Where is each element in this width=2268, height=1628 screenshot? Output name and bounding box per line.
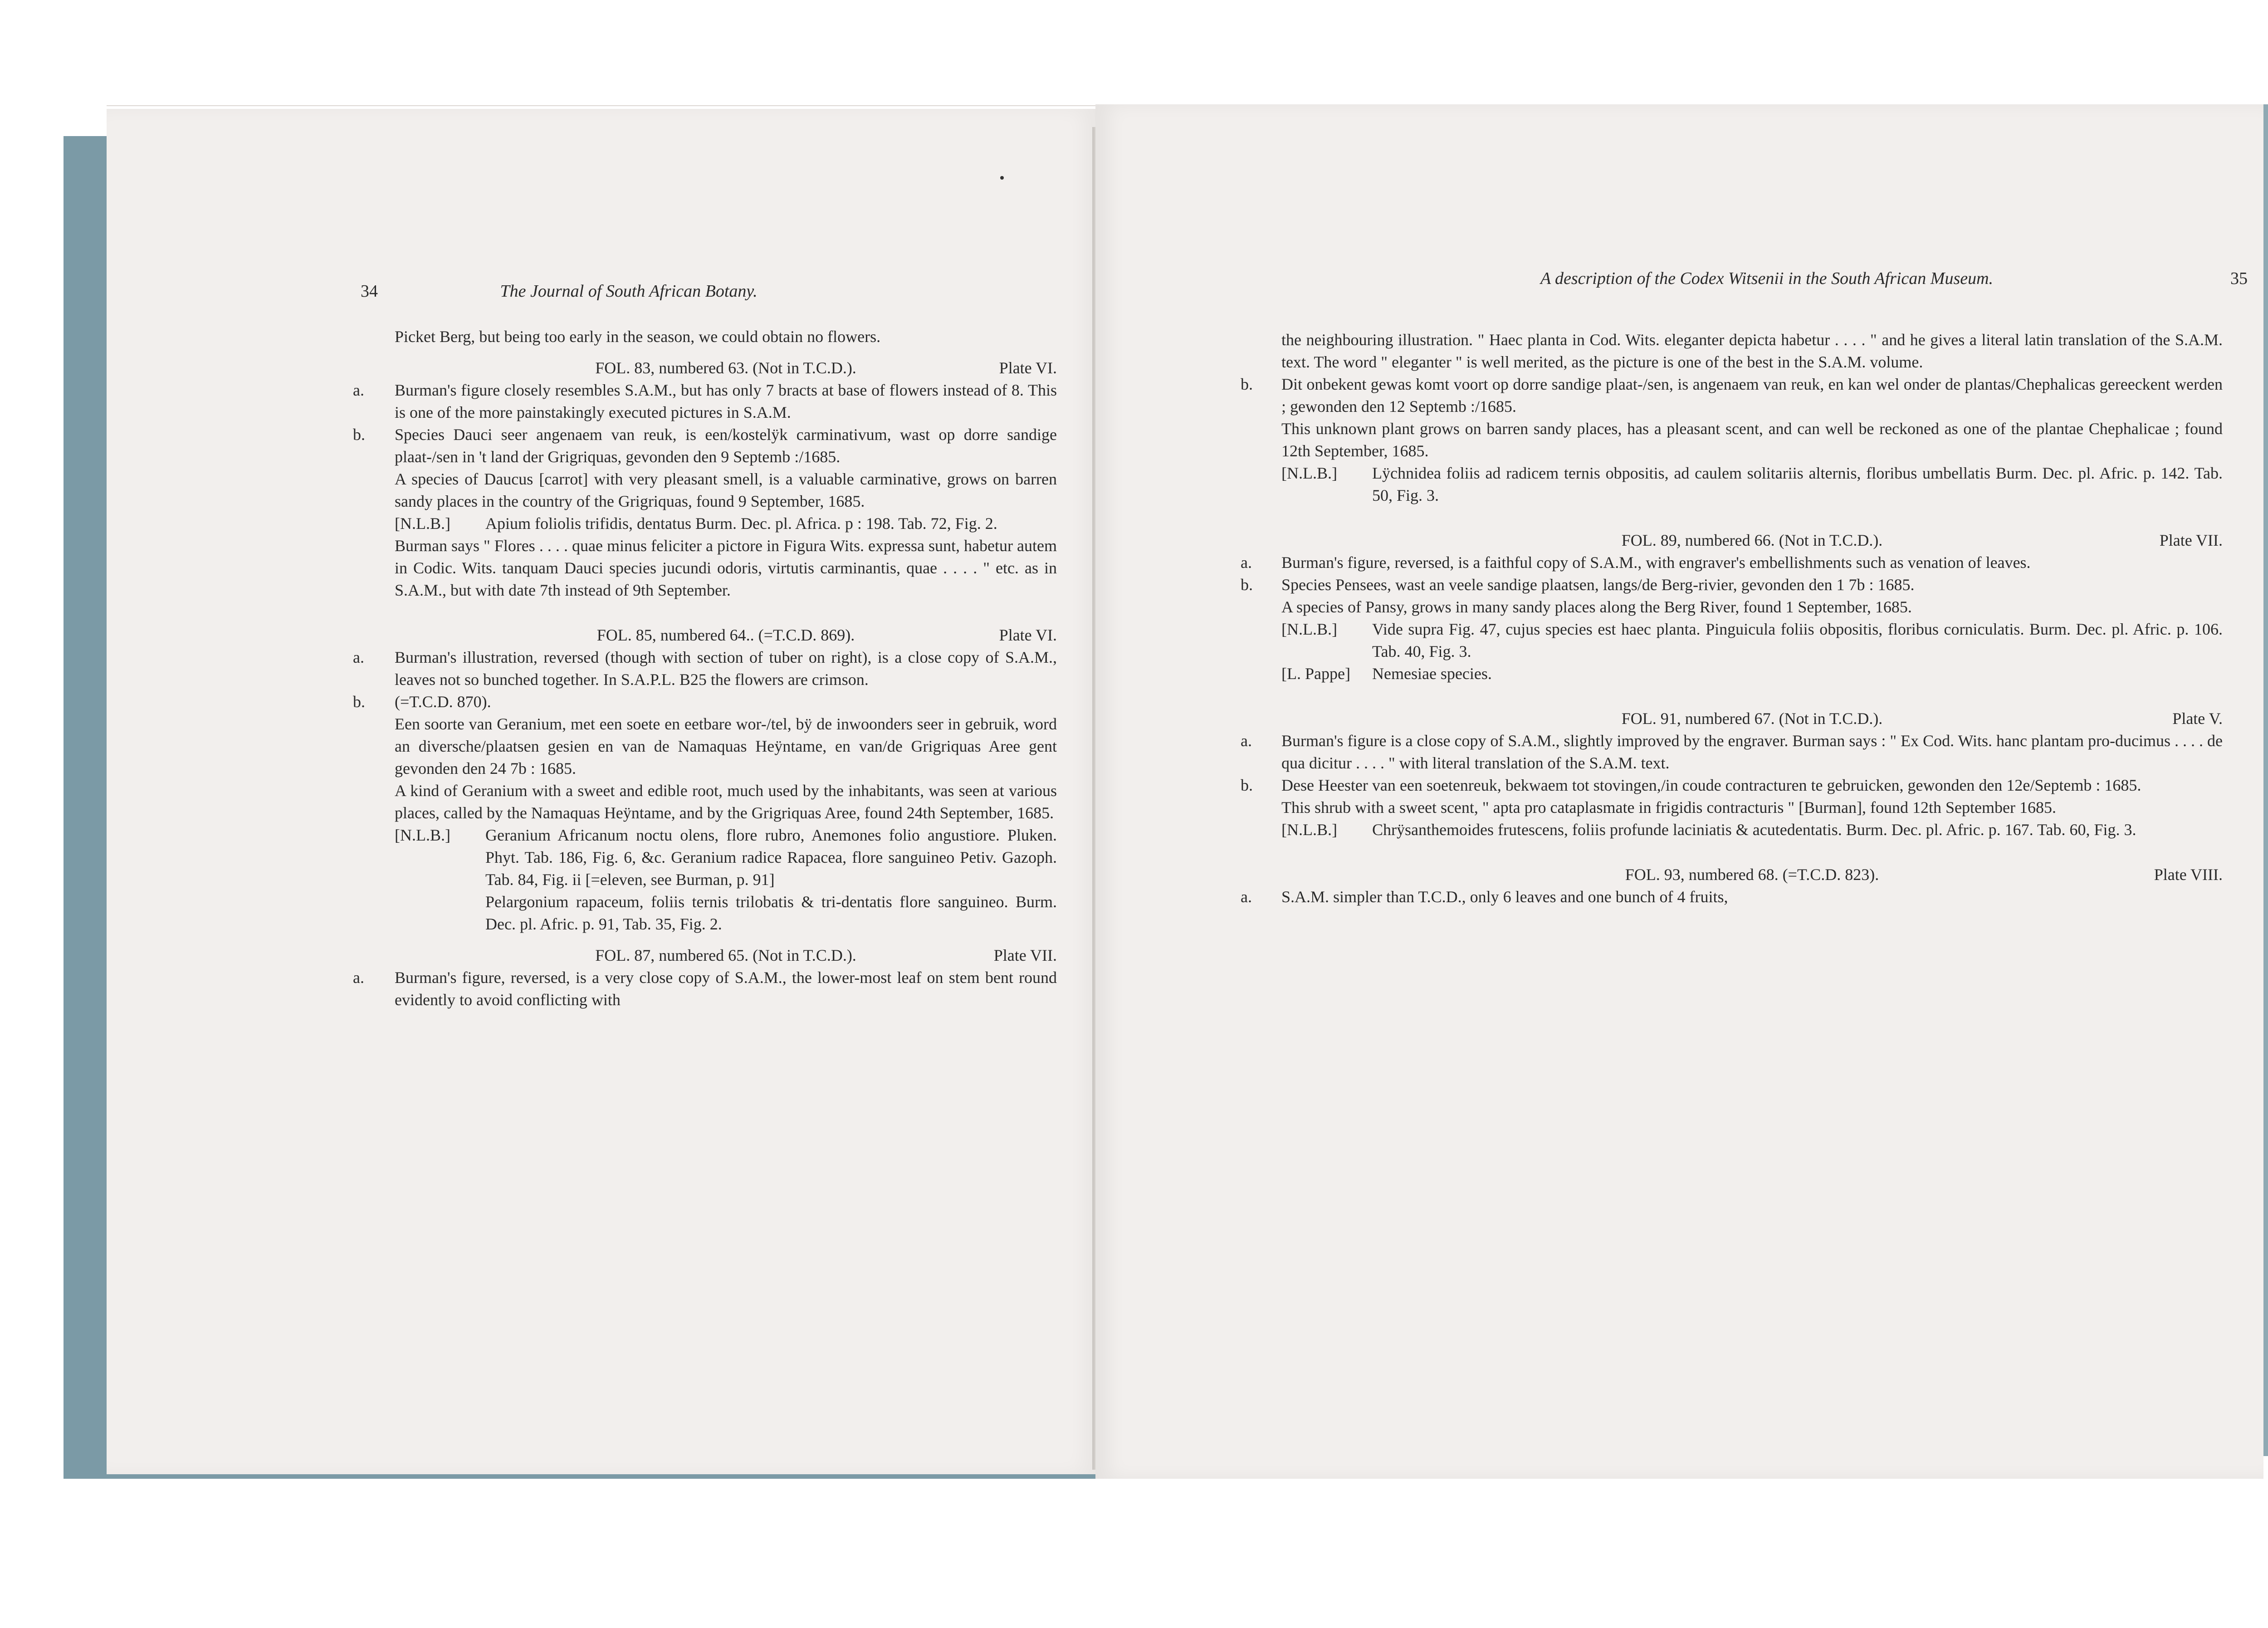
continuation-text: the neighbouring illustration. " Haec planta in Cod. Wits. eleganter depicta habetur . . . . " and he gives a literal latin translation of the S.A.M. text. The word " eleganter " is well merited, as the picture is one of the best in the S.A.M. volume. bbox=[1281, 331, 2223, 371]
burman-note: Burman says " Flores . . . . quae minus feliciter a pictore in Figura Wits. expressa sunt, habetur autem in Codic. Wits. tanquam Dauci species jucundi odoris, virtutis carminantis, quae . . . . " etc. as in S.A.M., but with date 7th instead of 9th September. bbox=[395, 537, 1057, 599]
entry-a bbox=[1241, 730, 2223, 774]
fol-label: FOL. 83, numbered 63. (Not in T.C.D.). bbox=[595, 359, 856, 377]
entry-dutch-text: Dit onbekent gewas komt voort op dorre sandige plaat-/sen, is angenaem van reuk, en kan wel onder de plantas/Chephalicas gereeckent werden ; gewonden den 12 Septemb :/1685. bbox=[1281, 375, 2223, 416]
fol-heading bbox=[1281, 708, 2223, 730]
entry-translation: This shrub with a sweet scent, " apta pro cataplasmate in frigidis contracturis " [Burman], found 12th September 1685. bbox=[1281, 798, 2056, 816]
entry-a bbox=[353, 379, 1057, 424]
entry-marker: b. bbox=[1241, 375, 1253, 393]
entry-text: (=T.C.D. 870). bbox=[395, 693, 491, 711]
entry-b bbox=[1241, 774, 2223, 797]
nlb-text: Geranium Africanum noctu olens, flore rubro, Anemones folio angustiore. Pluken. Phyt. Tab. 186, Fig. 6, &c. Geranium radice Rapacea, flore sanguineo Petiv. Gazoph. Tab. 84, Fig. ii [=eleven, see Burman, p. 91] bbox=[485, 826, 1057, 889]
plate-label: Plate VIII. bbox=[2154, 865, 2223, 884]
left-journal-title: The Journal of South African Botany. bbox=[500, 282, 758, 301]
entry-b bbox=[1241, 373, 2223, 418]
continuation-text: Picket Berg, but being too early in the season, we could obtain no flowers. bbox=[395, 328, 881, 346]
entry-marker: a. bbox=[1241, 732, 1252, 750]
nlb-text: Pelargonium rapaceum, foliis ternis trilobatis & tri-dentatis flore sanguineo. Burm. Dec. pl. Afric. p. 91, Tab. 35, Fig. 2. bbox=[485, 893, 1057, 933]
fol-heading bbox=[1281, 529, 2223, 552]
fol-heading bbox=[395, 624, 1057, 646]
nlb-tag: [N.L.B.] bbox=[395, 826, 450, 844]
nlb-tag: [N.L.B.] bbox=[1281, 620, 1337, 638]
nlb-text: Lÿchnidea foliis ad radicem ternis obpositis, ad caulem solitariis alternis, floribus umbellatis Burm. Dec. pl. Afric. p. 142. Tab. 50, Fig. 3. bbox=[1372, 464, 2223, 504]
fol-label: FOL. 87, numbered 65. (Not in T.C.D.). bbox=[595, 946, 856, 964]
plate-label: Plate VII. bbox=[993, 946, 1057, 964]
left-page-body bbox=[353, 326, 1057, 1011]
entry-a bbox=[1241, 886, 2223, 908]
entry-dutch-text: Een soorte van Geranium, met een soete en eetbare wor-/tel, bÿ de inwoonders seer in gebruik, word an diversche/plaatsen gesien en van de Namaquas Heÿntame, en van/de Grigriquas Aree gent gevonden den 24 7b : 1685. bbox=[395, 715, 1057, 777]
fol-label: FOL. 91, numbered 67. (Not in T.C.D.). bbox=[1621, 709, 1883, 728]
pappe-tag: [L. Pappe] bbox=[1281, 665, 1350, 683]
fol-label: FOL. 85, numbered 64.. (=T.C.D. 869). bbox=[596, 626, 855, 644]
nlb-reference bbox=[1281, 462, 2223, 507]
entry-text: S.A.M. simpler than T.C.D., only 6 leaves and one bunch of 4 fruits, bbox=[1281, 888, 1728, 906]
nlb-reference bbox=[395, 513, 1057, 535]
entry-b bbox=[353, 691, 1057, 713]
left-page bbox=[107, 109, 1098, 1474]
right-page-number: 35 bbox=[2230, 269, 2248, 288]
entry-marker: a. bbox=[1241, 553, 1252, 572]
nlb-text: Chrÿsanthemoides frutescens, foliis profunde laciniatis & acutedentatis. Burm. Dec. pl. Afric. p. 167. Tab. 60, Fig. 3. bbox=[1372, 821, 2136, 839]
nlb-tag: [N.L.B.] bbox=[1281, 821, 1337, 839]
nlb-reference-continued bbox=[395, 891, 1057, 935]
entry-translation: A species of Pansy, grows in many sandy places along the Berg River, found 1 September, 1685. bbox=[1281, 598, 1912, 616]
entry-marker: a. bbox=[353, 968, 364, 987]
entry-b bbox=[1241, 574, 2223, 596]
entry-marker: a. bbox=[353, 381, 364, 399]
paper-speck bbox=[1000, 176, 1004, 180]
entry-marker: a. bbox=[1241, 888, 1252, 906]
entry-b bbox=[353, 424, 1057, 468]
fol-label: FOL. 93, numbered 68. (=T.C.D. 823). bbox=[1625, 865, 1879, 884]
entry-a bbox=[1241, 552, 2223, 574]
right-running-head bbox=[1286, 268, 2248, 289]
entry-marker: b. bbox=[353, 693, 365, 711]
nlb-tag: [N.L.B.] bbox=[1281, 464, 1337, 482]
entry-a bbox=[353, 646, 1057, 691]
nlb-text: Apium foliolis trifidis, dentatus Burm. Dec. pl. Africa. p : 198. Tab. 72, Fig. 2. bbox=[485, 514, 997, 533]
entry-dutch-text: Species Dauci seer angenaem van reuk, is een/kostelÿk carminativum, wast op dorre sandige plaat-/sen in 't land der Grigriquas, gevonden den 9 Septemb :/1685. bbox=[395, 425, 1057, 466]
entry-translation: This unknown plant grows on barren sandy places, has a pleasant scent, and can well be reckoned as one of the plantae Chephalicae ; found 12th September, 1685. bbox=[1281, 420, 2223, 460]
right-page bbox=[1095, 104, 2263, 1479]
entry-translation: A species of Daucus [carrot] with very pleasant smell, is a valuable carminative, grows on barren sandy places in the country of the Grigriquas, found 9 September, 1685. bbox=[395, 470, 1057, 510]
right-journal-title: A description of the Codex Witsenii in the South African Museum. bbox=[1540, 269, 1994, 288]
nlb-reference bbox=[1281, 618, 2223, 663]
entry-text: Burman's illustration, reversed (though with section of tuber on right), is a close copy of S.A.M., leaves not so bunched together. In S.A.P.L. B25 the flowers are crimson. bbox=[395, 648, 1057, 689]
nlb-reference bbox=[395, 824, 1057, 891]
entry-text: Burman's figure, reversed, is a very close copy of S.A.M., the lower-most leaf on stem bent round evidently to avoid conflicting with bbox=[395, 968, 1057, 1009]
pappe-text: Nemesiae species. bbox=[1372, 665, 1492, 683]
nlb-tag: [N.L.B.] bbox=[395, 514, 450, 533]
entry-marker: a. bbox=[353, 648, 364, 666]
fol-label: FOL. 89, numbered 66. (Not in T.C.D.). bbox=[1621, 531, 1883, 549]
plate-label: Plate V. bbox=[2172, 709, 2223, 728]
entry-marker: b. bbox=[1241, 776, 1253, 794]
entry-dutch-text: Species Pensees, wast an veele sandige plaatsen, langs/de Berg-rivier, gevonden den 1 7b : 1685. bbox=[1281, 576, 1915, 594]
nlb-reference bbox=[1281, 819, 2223, 841]
entry-text: Burman's figure closely resembles S.A.M., but has only 7 bracts at base of flowers instead of 8. This is one of the more painstakingly executed pictures in S.A.M. bbox=[395, 381, 1057, 421]
entry-text: Burman's figure is a close copy of S.A.M., slightly improved by the engraver. Burman says : " Ex Cod. Wits. hanc plantam pro-ducimus . . . . de qua dicitur . . . . " with literal translation of the S.A.M. text. bbox=[1281, 732, 2223, 772]
fol-heading bbox=[395, 944, 1057, 967]
fol-heading bbox=[395, 357, 1057, 379]
pappe-reference bbox=[1281, 663, 2223, 685]
entry-marker: b. bbox=[353, 425, 365, 444]
left-running-head bbox=[361, 281, 758, 301]
fol-heading bbox=[1281, 864, 2223, 886]
plate-label: Plate VI. bbox=[999, 626, 1057, 644]
plate-label: Plate VII. bbox=[2159, 531, 2223, 549]
right-page-body bbox=[1241, 329, 2223, 908]
entry-dutch-text: Dese Heester van een soetenreuk, bekwaem tot stovingen,/in coude contracturen te gebruicken, gewonden den 12e/Septemb : 1685. bbox=[1281, 776, 2141, 794]
entry-translation: A kind of Geranium with a sweet and edible root, much used by the inhabitants, was seen at various places, called by the Namaquas Heÿntame, and by the Grigriquas Aree, found 24th September, 1685. bbox=[395, 782, 1057, 822]
left-page-number: 34 bbox=[361, 282, 378, 301]
nlb-text: Vide supra Fig. 47, cujus species est haec planta. Pinguicula foliis obpositis, floribus corniculatis. Burm. Dec. pl. Afric. p. 106. Tab. 40, Fig. 3. bbox=[1372, 620, 2223, 660]
entry-text: Burman's figure, reversed, is a faithful copy of S.A.M., with engraver's embellishments such as venation of leaves. bbox=[1281, 553, 2031, 572]
entry-a bbox=[353, 967, 1057, 1011]
entry-marker: b. bbox=[1241, 576, 1253, 594]
plate-label: Plate VI. bbox=[999, 359, 1057, 377]
